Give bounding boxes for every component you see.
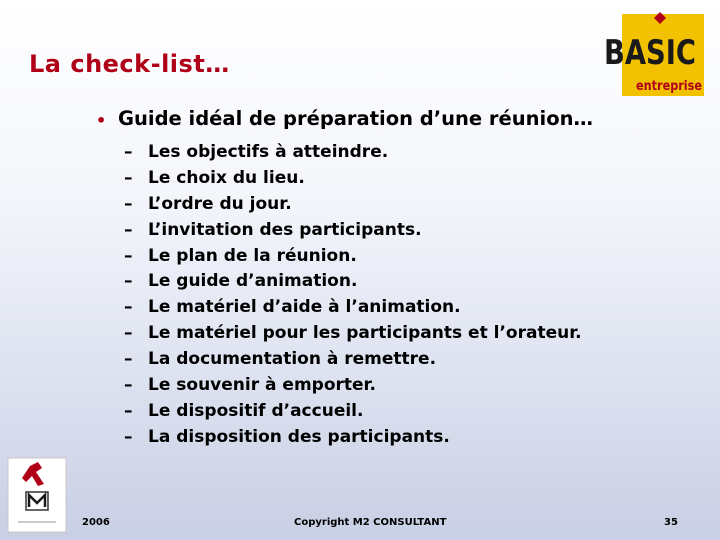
- list-item-text: Le plan de la réunion.: [148, 245, 357, 266]
- dash-marker: –: [124, 400, 133, 421]
- dash-marker: –: [124, 426, 133, 447]
- list-item-text: Le matériel d’aide à l’animation.: [148, 297, 461, 318]
- main-bullet-text: Guide idéal de préparation d’une réunion…: [118, 107, 593, 130]
- svg-text:entreprise: entreprise: [636, 79, 703, 94]
- basic-entreprise-logo: [600, 12, 706, 98]
- list-item-text: Le guide d’animation.: [148, 271, 358, 292]
- dash-marker: –: [124, 297, 133, 318]
- footer-page-number: 35: [664, 517, 678, 528]
- footer-copyright: Copyright M2 CONSULTANT: [294, 517, 447, 528]
- list-item-text: L’invitation des participants.: [148, 219, 422, 240]
- dash-marker: –: [124, 375, 133, 396]
- list-item-text: Les objectifs à atteindre.: [148, 142, 389, 162]
- list-item-text: Le souvenir à emporter.: [148, 375, 376, 396]
- list-item-text: Le choix du lieu.: [148, 167, 305, 188]
- list-item-text: Le matériel pour les participants et l’orateur.: [148, 323, 582, 344]
- slide-title: La check-list…: [29, 50, 230, 78]
- list-item-text: La disposition des participants.: [148, 426, 450, 447]
- bullet-dot-icon: •: [96, 111, 107, 130]
- dash-marker: –: [124, 271, 133, 292]
- dash-marker: –: [124, 245, 133, 266]
- list-item-text: L’ordre du jour.: [148, 193, 292, 214]
- dash-marker: –: [124, 323, 133, 344]
- footer-year: 2006: [82, 517, 110, 528]
- dash-marker: –: [124, 142, 133, 162]
- dash-marker: –: [124, 219, 133, 240]
- dash-marker: –: [124, 349, 133, 370]
- m2-consultant-logo: [8, 458, 66, 532]
- list-item-text: Le dispositif d’accueil.: [148, 400, 364, 421]
- dash-marker: –: [124, 193, 133, 214]
- svg-text:BASIC: BASIC: [604, 33, 696, 73]
- list-item-text: La documentation à remettre.: [148, 349, 437, 370]
- dash-marker: –: [124, 167, 133, 188]
